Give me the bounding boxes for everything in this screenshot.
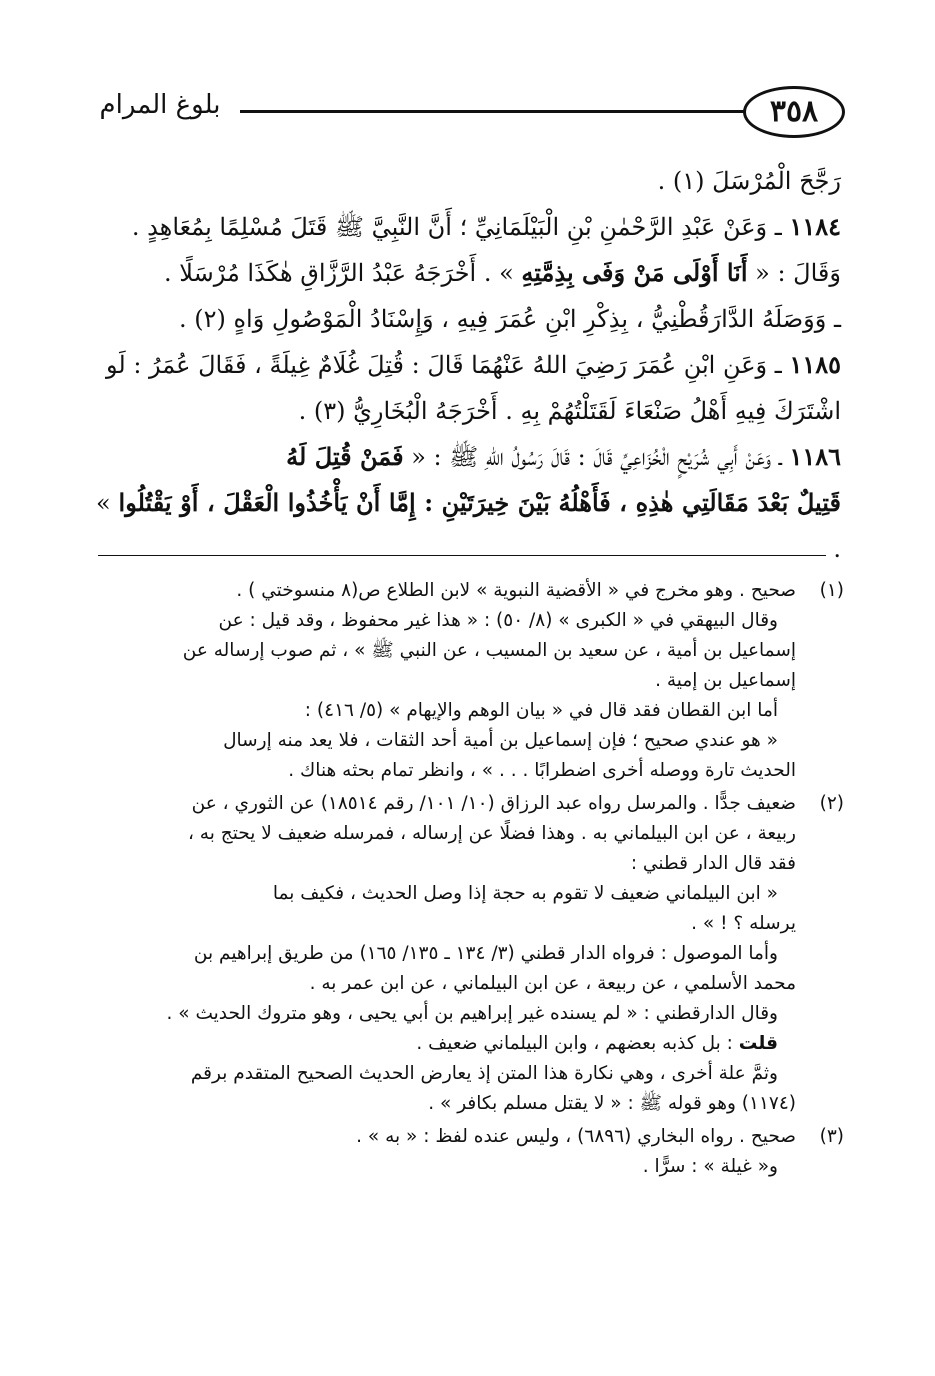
footnote-line <box>96 1029 796 1059</box>
footnote-3 <box>96 1122 844 1182</box>
note-label: قلت <box>738 1033 778 1054</box>
footnote-line: وثمَّ علة أخرى ، وهي نكارة هذا المتن إذ يعارض الحديث الصحيح المتقدم برقم <box>190 1063 778 1084</box>
hadith-text: » . <box>96 489 841 563</box>
footnote-line: وقال البيهقي في « الكبرى » (٨/ ٥٠) : « هذا غير محفوظ ، وقد قيل : عن <box>218 610 778 631</box>
footnotes <box>96 576 844 1185</box>
footnote-line: محمد الأسلمي ، عن ربيعة ، عن ابن البيلماني ، عن ابن عمر به . <box>309 973 796 994</box>
note-text: : بل كذبه بعضهم ، وابن البيلماني ضعيف . <box>416 1033 733 1054</box>
footnote-line: فقد قال الدار قطني : <box>630 853 796 874</box>
footnote-line: (١١٧٤) وهو قوله ﷺ : « لا يقتل مسلم بكافر » . <box>428 1093 796 1114</box>
hadith-number: ١١٨٥ <box>789 350 841 379</box>
continuation-line: رَجَّحَ الْمُرْسَلَ (١) . <box>657 167 841 195</box>
footnote-line: يرسله ؟ ! » . <box>691 913 796 934</box>
footnote-line: إسماعيل بن أمية ، عن سعيد بن المسيب ، عن النبي ﷺ » ، ثم صوب إرساله عن <box>182 640 796 661</box>
hadith-1186-line-2 <box>96 480 841 572</box>
main-text <box>96 158 841 572</box>
footnote-line: الحديث تارة ووصله أخرى اضطرابًا . . . » ، وانظر تمام بحثه هناك . <box>288 760 796 781</box>
footnote-line: إسماعيل بن إمية . <box>655 670 796 691</box>
footnote-number: (٣) <box>819 1126 844 1147</box>
hadith-1184-line-2 <box>96 250 841 296</box>
footnote-line: و« غيلة » : سرًّا . <box>642 1156 778 1177</box>
footnote-line: صحيح . وهو مخرج في « الأقضية النبوية » لابن الطلاع ص(٨ منسوختي ) . <box>236 580 796 601</box>
footnote-line: وقال الدارقطني : « لم يسنده غير إبراهيم بن أبي يحيى ، وهو متروك الحديث » . <box>166 1003 778 1024</box>
prophetic-quote: فَمَنْ قُتِلَ لَهُ <box>286 442 404 471</box>
footnote-line: « ابن البيلماني ضعيف لا تقوم به حجة إذا وصل الحديث ، فكيف بما <box>272 883 778 904</box>
hadith-text: ـ وَعَنِ ابْنِ عُمَرَ رَضِيَ اللهُ عَنْهُمَا قَالَ : قُتِلَ غُلَامٌ غِيلَةً ، فَقَالَ عُمَرُ : لَو <box>106 351 782 379</box>
prophetic-quote: قَتِيلٌ بَعْدَ مَقَالَتِي هٰذِهِ ، فَأَهْلُهُ بَيْنَ خِيرَتَيْنِ : إِمَّا أَنْ يَأْخُذُوا الْعَقْلَ ، أَوْ يَقْتُلُوا <box>118 488 841 517</box>
footnote-number: (٢) <box>819 793 844 814</box>
footnote-line: أما ابن القطان فقد قال في « بيان الوهم والإيهام » (٥/ ٤١٦) : <box>304 700 778 721</box>
footnote-1 <box>96 576 844 786</box>
footnote-line: وأما الموصول : فرواه الدار قطني (٣/ ١٣٤ ـ ١٣٥/ ١٦٥) من طريق إبراهيم بن <box>193 943 778 964</box>
hadith-1185-line-2: اشْتَرَكَ فِيهِ أَهْلُ صَنْعَاءَ لَقَتَلْتُهُمْ بِهِ . أَخْرَجَهُ الْبُخَارِيُّ (٣) . <box>298 397 841 425</box>
hadith-text: ـ وَعَنْ أَبِي شُرَيْحٍ الْخُزَاعِيِّ قَالَ : قَالَ رَسُولُ اللهِ ﷺ : « <box>411 443 782 471</box>
footnote-line: صحيح . رواه البخاري (٦٨٩٦) ، وليس عنده لفظ : « به » . <box>356 1126 796 1147</box>
hadith-text: » . أَخْرَجَهُ عَبْدُ الرَّزَّاقِ هٰكَذَا مُرْسَلًا . <box>164 259 514 287</box>
hadith-1184-line-3: ـ وَوَصَلَهُ الدَّارَقُطْنِيُّ ، بِذِكْرِ ابْنِ عُمَرَ فِيهِ ، وَإِسْنَادُ الْمَوْصُولِ وَاهٍ (٢) . <box>178 305 841 333</box>
hadith-text: ـ وَعَنْ عَبْدِ الرَّحْمٰنِ بْنِ الْبَيْلَمَانِيِّ ؛ أَنَّ النَّبِيَّ ﷺ قَتَلَ مُسْلِمًا بِمُعَاهِدٍ . <box>131 213 782 241</box>
book-title: بلوغ المرام <box>99 90 221 120</box>
hadith-text: وَقَالَ : « <box>755 259 841 287</box>
hadith-1186-line-1 <box>96 434 841 480</box>
footnote-2 <box>96 789 844 1119</box>
hadith-number: ١١٨٤ <box>789 212 841 241</box>
hadith-number: ١١٨٦ <box>789 442 841 471</box>
page-number: ٣٥٨ <box>743 86 845 138</box>
prophetic-quote: أَنَا أَوْلَى مَنْ وَفَى بِذِمَّتِهِ <box>521 258 748 287</box>
hadith-1185-line-1 <box>96 342 841 388</box>
hadith-1184-line-1 <box>96 204 841 250</box>
header-rule <box>240 110 746 113</box>
footnote-line: ضعيف جدًّا . والمرسل رواه عبد الرزاق (١٠/ ١٠١/ رقم ١٨٥١٤) عن الثوري ، عن <box>191 793 796 814</box>
footnote-line: ربيعة ، عن ابن البيلماني به . وهذا فضلًا عن إرساله ، فمرسله ضعيف لا يحتج به ، <box>187 823 796 844</box>
footnote-number: (١) <box>819 580 844 601</box>
footnote-separator <box>98 555 826 556</box>
page-header <box>90 86 845 140</box>
footnote-line: « هو عندي صحيح ؛ فإن إسماعيل بن أمية أحد الثقات ، فلا يعد منه إرسال <box>223 730 778 751</box>
